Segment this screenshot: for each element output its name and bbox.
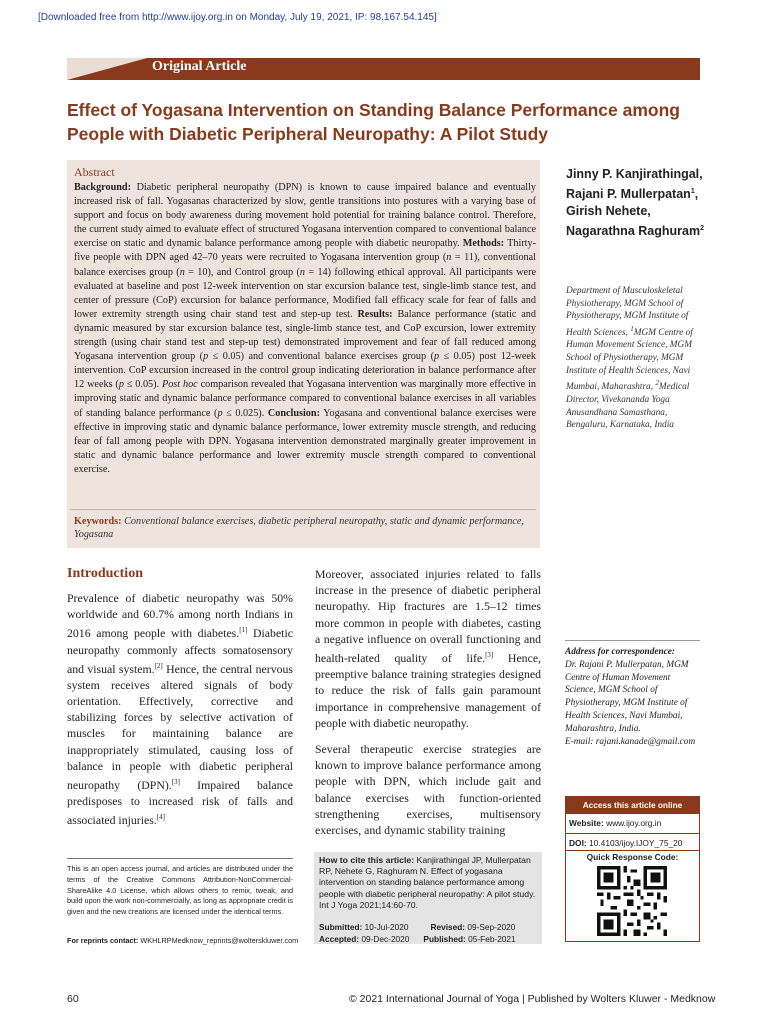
- published-date: 05-Feb-2021: [468, 934, 516, 944]
- accepted-date: 09-Dec-2020: [361, 934, 410, 944]
- author-4-affil: 2: [700, 225, 704, 233]
- introduction-heading: Introduction: [67, 566, 143, 581]
- author-1: Jinny P. Kanjirathingal,: [566, 167, 703, 181]
- author-4-name: Nagarathna Raghuram: [566, 224, 701, 239]
- keywords-label: Keywords:: [74, 516, 122, 527]
- body-text: Diabetic neuropathy commonly affects somatosensory and visual system.: [67, 626, 293, 676]
- citation-dates: [319, 921, 539, 945]
- citation-ref[interactable]: [2]: [154, 661, 163, 670]
- abstract-methods: = 10), and Control group (: [184, 266, 300, 278]
- address-label: Address for correspondence:: [565, 647, 676, 657]
- affiliation-text: MGM Centre of Human Movement Science, MGM School of Physiotherapy, MGM Institute of Health Sciences, Navi Mumbai, Maharashtra,: [566, 327, 693, 393]
- abstract-results: ≤ 0.05) post 12-week intervention. CoP excursion increased in the control group indicating deterioration in balance performance after 12 weeks (: [74, 351, 536, 391]
- affiliations: [566, 285, 706, 432]
- revised-date: 09-Sep-2020: [467, 922, 516, 932]
- affiliation-sup: 1: [630, 324, 634, 333]
- abstract-results: ≤ 0.05).: [123, 379, 162, 391]
- conclusion-label: Conclusion:: [267, 407, 320, 419]
- address-divider: [565, 640, 700, 641]
- author-2-comma: ,: [694, 187, 699, 202]
- license-divider: [67, 858, 293, 859]
- affiliation-text: Department of Musculoskeletal Physiotherapy, MGM School of Physiotherapy, MGM Institute of Health Sciences,: [566, 286, 689, 338]
- citation-ref[interactable]: [3]: [171, 778, 180, 787]
- n-symbol: n: [446, 252, 452, 264]
- n-symbol: n: [299, 266, 305, 278]
- n-symbol: n: [179, 266, 185, 278]
- abstract-results: ≤ 0.05) and conventional balance exercises group (: [208, 351, 434, 363]
- doi-link[interactable]: 10.4103/ijoy.IJOY_75_20: [589, 838, 683, 848]
- website-label: Website:: [569, 818, 604, 828]
- body-text: Impaired balance predisposes to increased risk of falls and associated injuries.: [67, 778, 293, 828]
- abstract-results: ≤ 0.025).: [222, 407, 265, 419]
- reprints-label: For reprints contact:: [67, 936, 139, 945]
- p-symbol: p: [118, 379, 124, 391]
- doi-row: [569, 838, 682, 848]
- download-note[interactable]: [Downloaded free from http://www.ijoy.org.in on Monday, July 19, 2021, IP: 98.167.54.145]: [38, 12, 437, 23]
- author-2: [566, 183, 706, 203]
- cite-body: Kanjirathingal JP, Mullerpatan RP, Nehete G, Raghuram N. Effect of yogasana intervention on standing balance performance among people with diabetic peripheral neuropathy: A pilot study. Int J Yoga 2021;14:60-70.: [319, 855, 536, 910]
- background-label: Background:: [74, 182, 131, 193]
- revised-label: Revised:: [430, 922, 466, 932]
- p-symbol: p: [217, 407, 223, 419]
- section-label: Original Article: [152, 59, 247, 74]
- abstract-methods: = 11), conventional balance exercises group (: [74, 252, 536, 278]
- citation-ref[interactable]: [1]: [239, 626, 248, 635]
- body-text: Prevalence of diabetic neuropathy was 50% worldwide and 60.7% among north Indians in 2016 among people with diabetes.: [67, 591, 293, 641]
- author-list: [566, 166, 706, 240]
- citation-ref[interactable]: [4]: [156, 813, 165, 822]
- abstract-methods: Thirty-five people with DPN aged 42–70 years were recruited to Yogasana intervention group (: [74, 238, 536, 264]
- cite-label: How to cite this article:: [319, 855, 415, 865]
- dates-row-1: [319, 921, 539, 933]
- body-text: Hence, preemptive balance training strategies designed to reduce the risk of falls gain paramount importance in comprehensive management of people with diabetic neuropathy.: [315, 650, 542, 730]
- license-text: This is an open access journal, and articles are distributed under the terms of the Creative Commons Attribution-NonCommercial-ShareAlike 4.0 License, which allows others to remix, tweak, and build upon the work non-commercially, as long as appropriate credit is given and the new creations are licensed under the identical terms.: [67, 864, 293, 917]
- affiliation-sup: 2: [655, 379, 659, 388]
- address-text: Dr. Rajani P. Mullerpatan, MGM Centre of Human Movement Science, MGM School of Physiotherapy, MGM Institute of Health Sciences, Navi Mumbai, Maharashtra, India.: [565, 659, 689, 734]
- citation-ref[interactable]: [3]: [485, 651, 494, 660]
- author-2-affil: 1: [690, 188, 695, 195]
- paragraph: [315, 566, 541, 731]
- dates-row-2: [319, 933, 539, 945]
- abstract-heading: Abstract: [74, 165, 115, 179]
- keywords-text: Conventional balance exercises, diabetic peripheral neuropathy, static and dynamic performance, Yogasana: [74, 516, 524, 540]
- author-3: Girish Nehete,: [566, 204, 651, 219]
- submitted-date: 10-Jul-2020: [364, 922, 409, 932]
- access-divider: [565, 833, 700, 834]
- methods-label: Methods:: [462, 238, 505, 250]
- submitted-label: Submitted:: [319, 922, 363, 932]
- p-symbol: p: [433, 351, 440, 363]
- correspondence-address: [565, 646, 700, 748]
- results-label: Results:: [357, 308, 393, 320]
- qr-code-icon[interactable]: [597, 866, 667, 936]
- accepted-label: Accepted:: [319, 934, 360, 944]
- paragraph: Several therapeutic exercise strategies are known to improve balance performance among people with DPN, which include gait and balance exercises with function-oriented strengthening exercises, multisensory exercises, and dynamic stability training: [315, 741, 541, 837]
- doi-label: DOI:: [569, 838, 587, 848]
- banner-decoration: [67, 58, 147, 80]
- abstract-background: Diabetic peripheral neuropathy (DPN) is known to cause impaired balance and eventually increased risk of fall. Yogasanas characterized by slow, gentle transitions into postures with a varying base of support and focus on body awareness during movement hold potential for training balance control. Therefore, the current study aimed to evaluate effect of structured Yogasana intervention compared to conventional balance exercise on static and dynamic balance performance among people with diabetic neuropathy.: [74, 182, 536, 250]
- published-label: Published:: [423, 934, 466, 944]
- abstract-text: [74, 181, 536, 477]
- website-link[interactable]: www.ijoy.org.in: [606, 818, 662, 828]
- abstract-conclusion: Yogasana and conventional balance exercises were effective in improving static and dynamic balance performance, lower extremity muscle strength, and reducing fear of fall among people with DPN. Yogasana intervention demonstrated marginally greater improvement in static and dynamic balance performance and lower extremity muscle strength compared to conventional exercise.: [74, 407, 537, 475]
- paragraph: [67, 590, 293, 829]
- access-heading: Access this article online: [565, 796, 700, 814]
- author-2-name: Rajani P. Mullerpatan: [566, 187, 691, 202]
- p-symbol: p: [203, 351, 209, 363]
- abstract-results: comparison revealed that Yogasana intervention was marginally more effective in improving static and dynamic balance performance compared to conventional balance exercises in all variables of standing balance performance (: [74, 379, 537, 419]
- page-number: 60: [67, 993, 79, 1005]
- abstract-methods: = 14) following ethical approval. All participants were evaluated at baseline and post 12-week intervention on star excursion balance test, single-limb stance test, and center of pressure (CoP) excursion for balance performance, Modified fall efficacy scale for fear of falls and lower extremity strength using chair stand test and step-up test.: [74, 266, 536, 320]
- affiliation-text: Medical Director, Vivekananda Yoga Anusandhana Samasthana, Bengaluru, Karnataka, India: [566, 382, 690, 431]
- body-column-2: [315, 566, 541, 848]
- reprints-email[interactable]: WKHLRPMedknow_reprints@wolterskluwer.com: [140, 936, 299, 945]
- body-text: Moreover, associated injuries related to falls increase in the presence of diabetic peripheral neuropathy. Hip fractures are 1.5–12 times more common in people with diabetes, casting a negative influence on overall functioning and health-related quality of life.: [315, 567, 541, 665]
- access-divider: [565, 850, 700, 851]
- abstract-results: Balance performance (static and dynamic measured by star excursion balance test, single-limb stance test, and CoP excursion, lower extremity strength (using chair stand test and step-up test) demonstrated improvement and fear of fall reduced among Yogasana intervention group (: [74, 308, 536, 363]
- reprints-contact: [67, 936, 298, 945]
- keywords-divider: [70, 509, 536, 510]
- footer-copyright: © 2021 International Journal of Yoga | Published by Wolters Kluwer - Medknow: [349, 993, 716, 1005]
- website-row: [569, 818, 661, 828]
- keywords: [74, 515, 536, 541]
- post-hoc-term: Post hoc: [161, 379, 198, 391]
- body-column-1: [67, 590, 293, 829]
- body-text: Hence, the central nervous system receives altered signals of body orientation. Effectively, corrective and stabilizing forces by selective activation of muscles for maintaining balance are inappropriately stimulated, causing loss of balance in people with diabetic peripheral neuropathy (DPN).: [67, 661, 293, 792]
- article-title: Effect of Yogasana Intervention on Standing Balance Performance among People with Diabetic Peripheral Neuropathy: A Pilot Study: [67, 100, 680, 144]
- citation-text: [319, 855, 539, 911]
- qr-label: Quick Response Code:: [586, 852, 679, 862]
- address-email[interactable]: E-mail: rajani.kanade@gmail.com: [565, 736, 696, 747]
- author-4: [566, 220, 706, 240]
